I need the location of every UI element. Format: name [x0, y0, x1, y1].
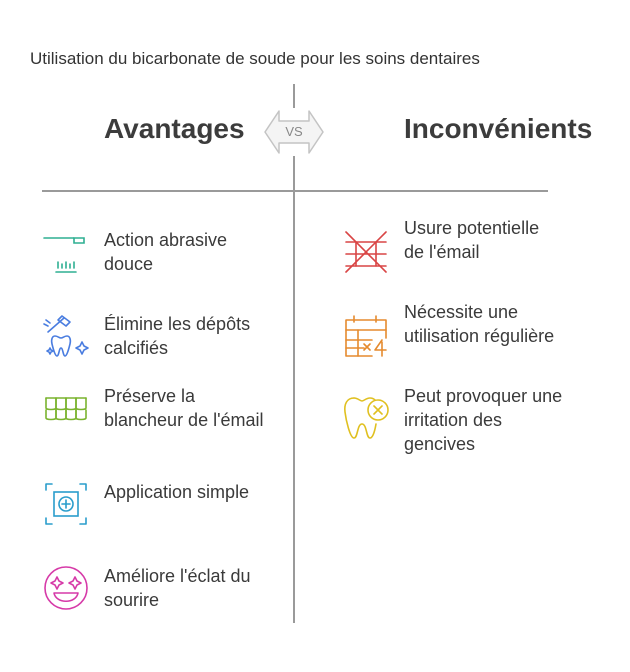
advantage-text: Application simple [104, 482, 250, 502]
disadvantages-heading: Inconvénients [404, 113, 593, 144]
smile-star-eyes-icon [42, 564, 90, 612]
advantage-text: Élimine les dépôts calcifiés [104, 314, 251, 358]
advantage-item [42, 480, 264, 528]
vs-label: VS [285, 124, 303, 139]
page-title: Utilisation du bicarbonate de soude pour les soins dentaires [30, 49, 480, 68]
divider-vertical-top [293, 84, 295, 108]
advantage-item [42, 228, 264, 276]
advantage-text: Préserve la blancheur de l'émail [104, 386, 264, 430]
divider-vertical [293, 156, 295, 623]
disadvantage-text: Nécessite une utilisation régulière [404, 302, 555, 346]
divider-horizontal [42, 190, 548, 192]
toothpaste-strip-icon [42, 228, 90, 276]
disadvantage-item [342, 216, 564, 276]
disadvantage-text: Peut provoquer une irritation des gencives [404, 386, 563, 454]
disadvantage-item [342, 384, 564, 456]
crossed-pattern-icon [342, 228, 390, 276]
advantage-text: Action abrasive douce [104, 230, 228, 274]
teeth-icon [42, 384, 90, 432]
vs-badge [263, 107, 325, 157]
plus-target-icon [42, 480, 90, 528]
disadvantage-item [342, 300, 564, 360]
tooth-x-icon [342, 394, 390, 442]
toothbrush-tooth-icon [42, 312, 90, 360]
advantage-item [42, 564, 264, 612]
advantages-heading: Avantages [104, 113, 245, 144]
advantage-item [42, 312, 264, 360]
advantage-item [42, 384, 264, 432]
advantage-text: Améliore l'éclat du sourire [104, 566, 251, 610]
calendar-times-four-icon [342, 312, 390, 360]
disadvantage-text: Usure potentielle de l'émail [404, 218, 540, 262]
